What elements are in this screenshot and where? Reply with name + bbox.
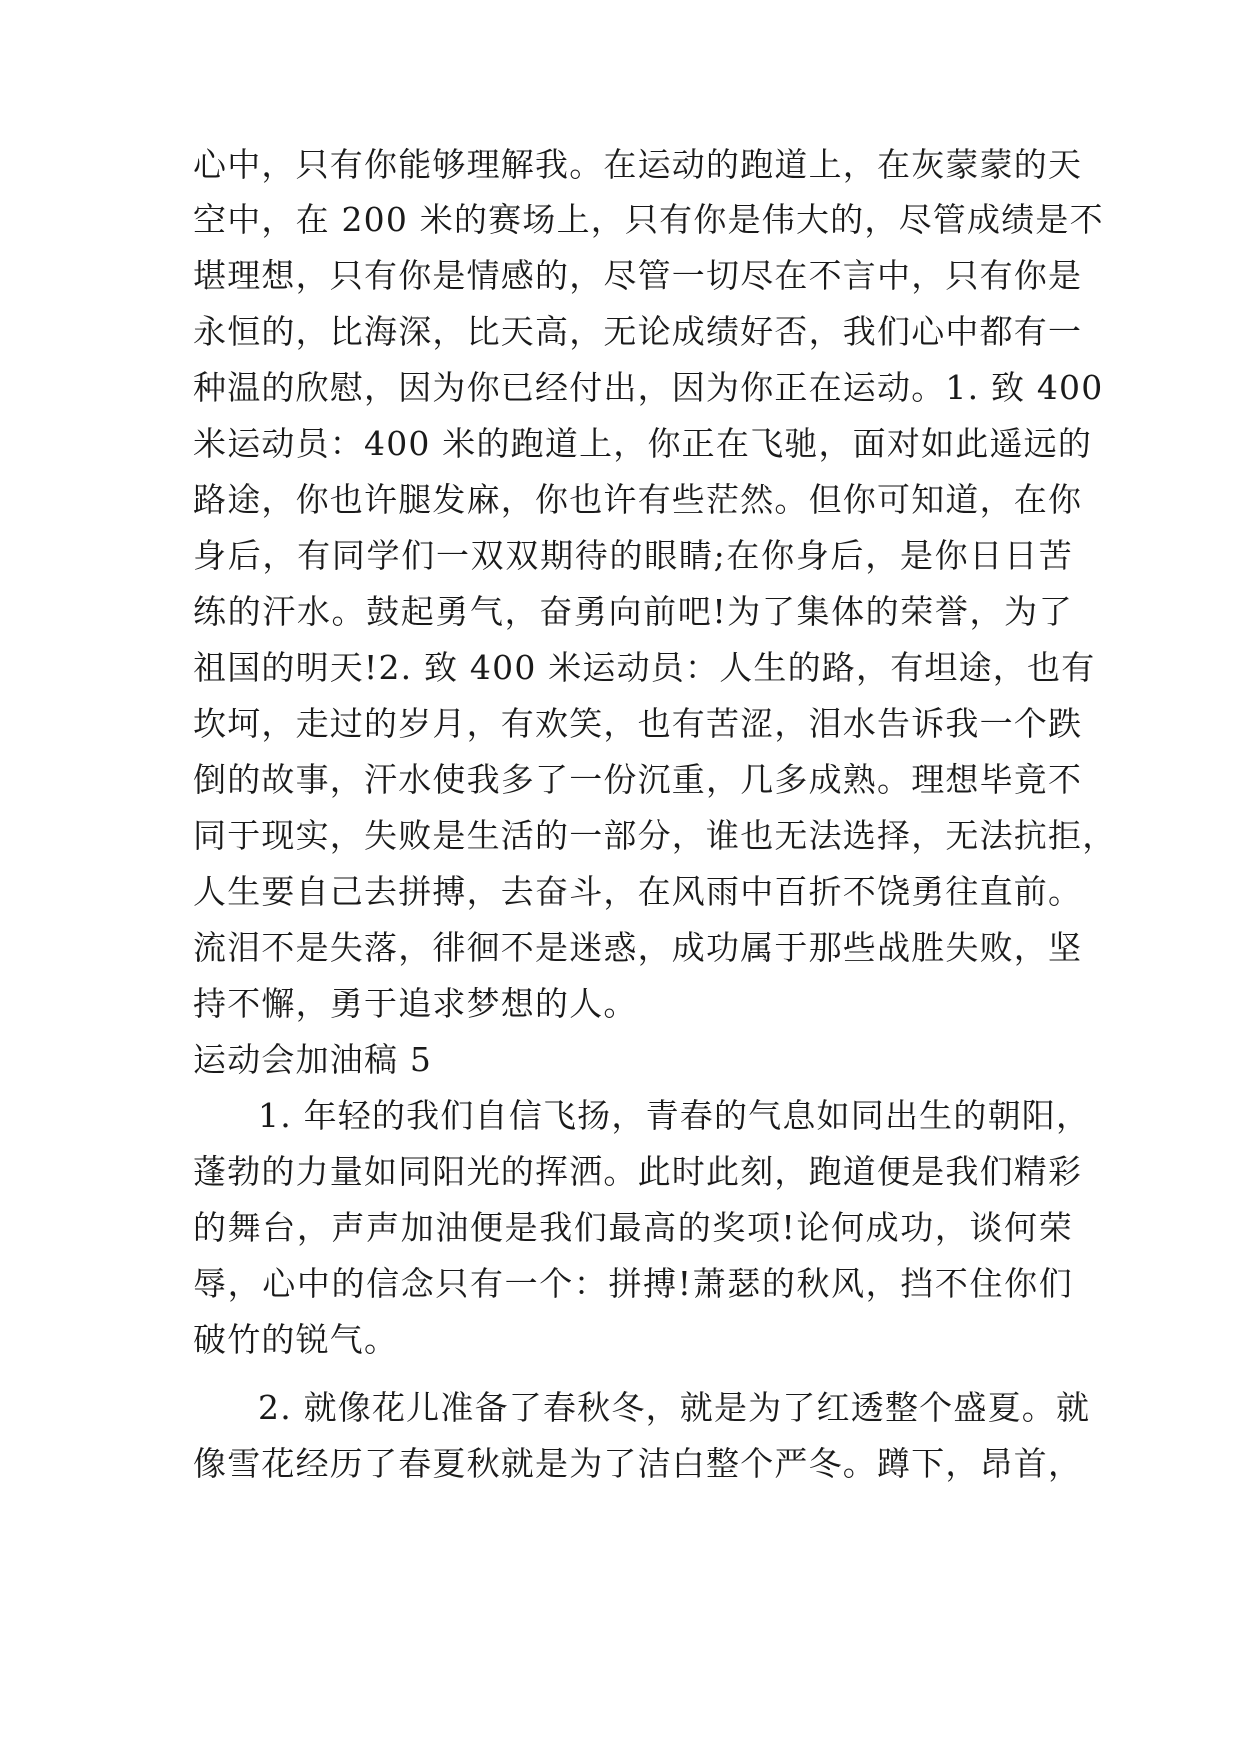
item-2-line: 像雪花经历了春夏秋就是为了洁白整个严冬。蹲下，昂首， (193, 1444, 1083, 1483)
body-line: 流泪不是失落，徘徊不是迷惑，成功属于那些战胜失败，坚 (193, 928, 1083, 967)
body-line: 人生要自己去拼搏，去奋斗，在风雨中百折不饶勇往直前。 (193, 872, 1083, 911)
body-line: 路途，你也许腿发麻，你也许有些茫然。但你可知道，在你 (193, 480, 1083, 519)
item-2-line: 2. 就像花儿准备了春秋冬，就是为了红透整个盛夏。就 (258, 1388, 1091, 1427)
body-line: 身后，有同学们一双双期待的眼睛;在你身后，是你日日苦 (193, 536, 1073, 575)
body-line: 练的汗水。鼓起勇气，奋勇向前吧!为了集体的荣誉，为了 (193, 592, 1073, 631)
item-1-line: 破竹的锐气。 (193, 1320, 399, 1359)
item-1-line: 1. 年轻的我们自信飞扬，青春的气息如同出生的朝阳， (258, 1096, 1091, 1135)
body-line: 同于现实，失败是生活的一部分，谁也无法选择，无法抗拒， (193, 816, 1117, 855)
body-line: 坎坷，走过的岁月，有欢笑，也有苦涩，泪水告诉我一个跌 (193, 704, 1083, 743)
body-line: 祖国的明天!2. 致 400 米运动员：人生的路，有坦途，也有 (193, 648, 1096, 687)
body-line: 米运动员：400 米的跑道上，你正在飞驰，面对如此遥远的 (193, 424, 1093, 463)
body-line: 种温的欣慰，因为你已经付出，因为你正在运动。1. 致 400 (193, 368, 1104, 407)
section-title: 运动会加油稿 5 (193, 1040, 433, 1079)
body-line: 倒的故事，汗水使我多了一份沉重，几多成熟。理想毕竟不 (193, 760, 1083, 799)
item-1-line: 蓬勃的力量如同阳光的挥洒。此时此刻，跑道便是我们精彩 (193, 1152, 1083, 1191)
item-1-line: 辱，心中的信念只有一个：拼搏!萧瑟的秋风，挡不住你们 (193, 1264, 1073, 1303)
body-line: 空中，在 200 米的赛场上，只有你是伟大的，尽管成绩是不 (193, 200, 1104, 239)
body-line: 堪理想，只有你是情感的，尽管一切尽在不言中，只有你是 (193, 256, 1083, 295)
body-line: 持不懈，勇于追求梦想的人。 (193, 984, 638, 1023)
body-line: 永恒的，比海深，比天高，无论成绩好否，我们心中都有一 (193, 312, 1083, 351)
body-line: 心中，只有你能够理解我。在运动的跑道上，在灰蒙蒙的天 (193, 145, 1083, 184)
item-1-line: 的舞台，声声加油便是我们最高的奖项!论何成功，谈何荣 (193, 1208, 1073, 1247)
